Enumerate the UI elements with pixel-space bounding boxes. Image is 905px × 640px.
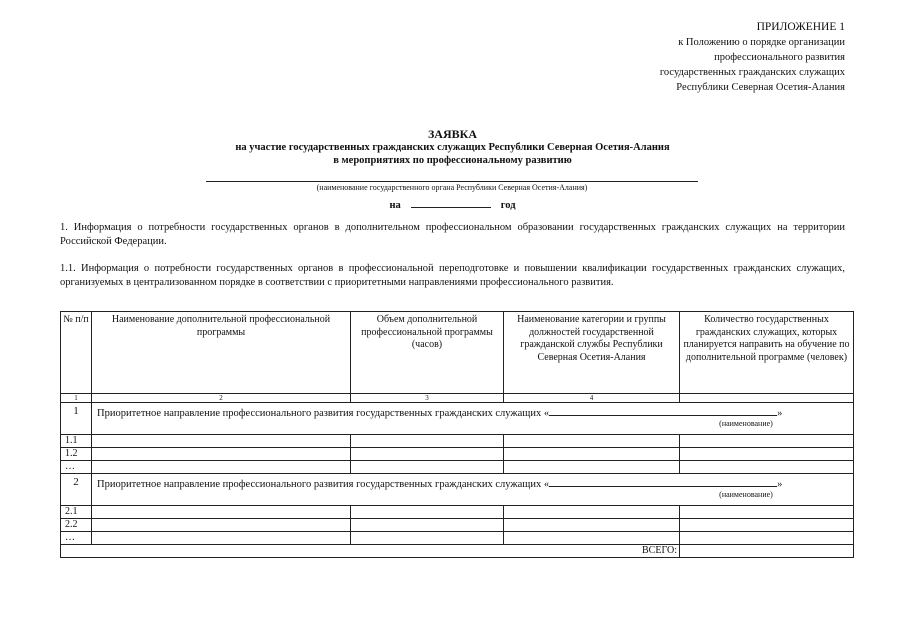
row-number: 1.1 <box>61 435 92 448</box>
section-text: Приоритетное направление профессионального развития государственных гражданских служащих « <box>97 408 550 419</box>
volume-cell[interactable] <box>351 435 504 448</box>
year-suffix: год <box>500 200 516 211</box>
count-cell[interactable] <box>680 448 854 461</box>
section-number: 2 <box>61 474 92 506</box>
appendix-block <box>660 20 845 95</box>
section-text-cell <box>92 474 854 506</box>
column-number: 1 <box>61 394 92 403</box>
header-program: Наименование дополнительной профессиональной программы <box>92 312 351 394</box>
total-row <box>61 545 854 558</box>
category-cell[interactable] <box>504 506 680 519</box>
table-row[interactable] <box>61 435 854 448</box>
request-table <box>60 311 854 558</box>
row-number: … <box>61 461 92 474</box>
table-row[interactable] <box>61 448 854 461</box>
count-cell[interactable] <box>680 532 854 545</box>
section-row <box>61 474 854 506</box>
header-count: Количество государственных гражданских служащих, которых планируется направить на обучение по дополнительной программе (человек) <box>680 312 854 394</box>
category-cell[interactable] <box>504 461 680 474</box>
row-number: 1.2 <box>61 448 92 461</box>
table-row[interactable] <box>61 519 854 532</box>
section-row <box>61 403 854 435</box>
category-cell[interactable] <box>504 532 680 545</box>
section-text-cell <box>92 403 854 435</box>
title-line: на участие государственных гражданских служащих Республики Северная Осетия-Алания <box>235 142 670 153</box>
count-cell[interactable] <box>680 461 854 474</box>
appendix-heading: ПРИЛОЖЕНИЕ 1 <box>756 21 845 33</box>
section-name-field[interactable] <box>549 405 777 416</box>
appendix-line: государственных гражданских служащих <box>659 67 845 78</box>
total-label: ВСЕГО: <box>61 545 680 558</box>
section-number: 1 <box>61 403 92 435</box>
section-caption: (наименование) <box>719 490 773 499</box>
title-main: ЗАЯВКА <box>427 127 478 141</box>
category-cell[interactable] <box>504 519 680 532</box>
column-number-row <box>61 394 854 403</box>
appendix-line: профессионального развития <box>714 52 845 63</box>
volume-cell[interactable] <box>351 532 504 545</box>
volume-cell[interactable] <box>351 506 504 519</box>
row-number: 2.1 <box>61 506 92 519</box>
count-cell[interactable] <box>680 506 854 519</box>
count-cell[interactable] <box>680 435 854 448</box>
table-row[interactable] <box>61 506 854 519</box>
volume-cell[interactable] <box>351 519 504 532</box>
section-close-quote: » <box>777 479 783 490</box>
program-cell[interactable] <box>92 519 351 532</box>
count-cell[interactable] <box>680 519 854 532</box>
category-cell[interactable] <box>504 448 680 461</box>
program-cell[interactable] <box>92 532 351 545</box>
program-cell[interactable] <box>92 461 351 474</box>
table-row[interactable] <box>61 461 854 474</box>
section-text: Приоритетное направление профессионального развития государственных гражданских служащих « <box>97 479 550 490</box>
column-number: 2 <box>92 394 351 403</box>
total-value-cell[interactable] <box>680 545 854 558</box>
column-number: 4 <box>504 394 680 403</box>
volume-cell[interactable] <box>351 448 504 461</box>
column-number: 3 <box>351 394 504 403</box>
table-header-row <box>61 312 854 394</box>
appendix-line: к Положению о порядке организации <box>678 37 845 48</box>
category-cell[interactable] <box>504 435 680 448</box>
section-name-field[interactable] <box>549 476 777 487</box>
table-row[interactable] <box>61 532 854 545</box>
paragraph-1-1: 1.1. Информация о потребности государственных органов в профессиональной переподготовке и повышении квалификации государственных гражданских служащих, организуемых в централизованном порядке в соответствии с приоритетными направлениями профессионального развития. <box>60 263 845 288</box>
header-volume: Объем дополнительной профессиональной программы (часов) <box>351 312 504 394</box>
row-number: 2.2 <box>61 519 92 532</box>
year-line <box>0 197 905 211</box>
document-title <box>0 128 905 167</box>
section-close-quote: » <box>777 408 783 419</box>
program-cell[interactable] <box>92 506 351 519</box>
header-category: Наименование категории и группы должностей государственной гражданской службы Республики Северная Осетия-Алания <box>504 312 680 394</box>
appendix-line: Республики Северная Осетия-Алания <box>676 82 845 93</box>
section-caption: (наименование) <box>719 419 773 428</box>
header-number: № п/п <box>61 312 92 394</box>
paragraph-1: 1. Информация о потребности государственных органов в дополнительном профессиональном образовании государственных гражданских служащих на территории Российской Федерации. <box>60 222 845 247</box>
title-line: в мероприятиях по профессиональному развитию <box>333 155 572 166</box>
column-number <box>680 394 854 403</box>
organ-name-caption: (наименование государственного органа Республики Северная Осетия-Алания) <box>316 183 588 192</box>
program-cell[interactable] <box>92 435 351 448</box>
volume-cell[interactable] <box>351 461 504 474</box>
row-number: … <box>61 532 92 545</box>
year-prefix: на <box>389 200 401 211</box>
year-field[interactable] <box>411 197 491 208</box>
program-cell[interactable] <box>92 448 351 461</box>
organ-name-field[interactable] <box>206 181 698 182</box>
